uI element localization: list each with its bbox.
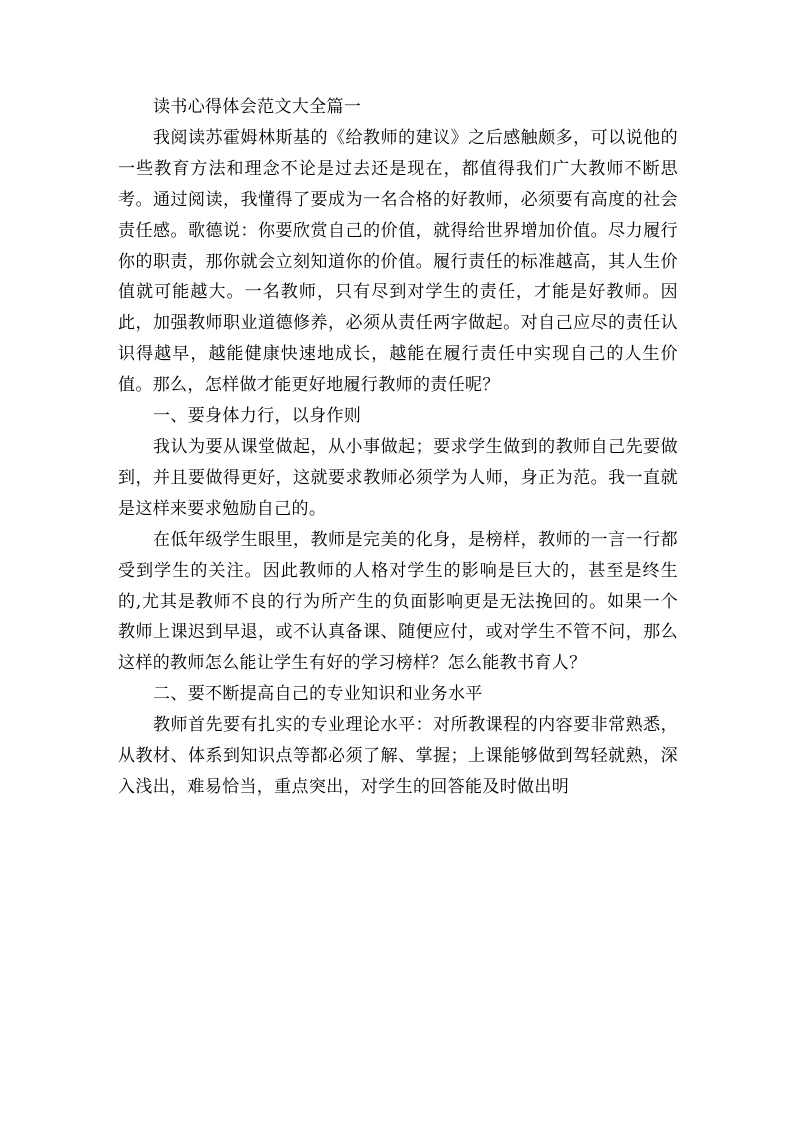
paragraph-teacher-role-model: 在低年级学生眼里，教师是完美的化身，是榜样，教师的一言一行都受到学生的关注。因此教师的人格对学生的影响是巨大的，甚至是终生的,尤其是教师不良的行为所产生的负面影响更是无法挽回的。如果一个教师上课迟到早退，或不认真备课、随便应付，或对学生不管不问，那么这样的教师怎么能让学生有好的学习榜样？怎么能教书育人？ <box>118 529 678 674</box>
document-page <box>118 92 678 803</box>
section-heading-1: 一、要身体力行，以身作则 <box>153 406 362 427</box>
section-heading-2: 二、要不断提高自己的专业知识和业务水平 <box>153 684 483 705</box>
paragraph-professional-knowledge: 教师首先要有扎实的专业理论水平：对所教课程的内容要非常熟悉，从教材、体系到知识点等都必须了解、掌握；上课能够做到驾轻就熟，深入浅出，难易恰当，重点突出，对学生的回答能及时做出明 <box>118 715 678 797</box>
document-title: 读书心得体会范文大全篇一 <box>153 97 362 117</box>
paragraph-lead-by-example: 我认为要从课堂做起，从小事做起；要求学生做到的教师自己先要做到，并且要做得更好，这就要求教师必须学为人师，身正为范。我一直就是这样来要求勉励自己的。 <box>118 436 678 519</box>
paragraph-intro: 我阅读苏霍姆林斯基的《给教师的建议》之后感触颇多，可以说他的一些教育方法和理念不论是过去还是现在，都值得我们广大教师不断思考。通过阅读，我懂得了要成为一名合格的好教师，必须要有高度的社会责任感。歌德说：你要欣赏自己的价值，就得给世界增加价值。尽力履行你的职责，那你就会立刻知道你的价值。履行责任的标准越高，其人生价值就可能越大。一名教师，只有尽到对学生的责任，才能是好教师。因此，加强教师职业道德修养，必须从责任两字做起。对自己应尽的责任认识得越早，越能健康快速地成长，越能在履行责任中实现自己的人生价值。那么，怎样做才能更好地履行教师的责任呢？ <box>118 127 678 396</box>
